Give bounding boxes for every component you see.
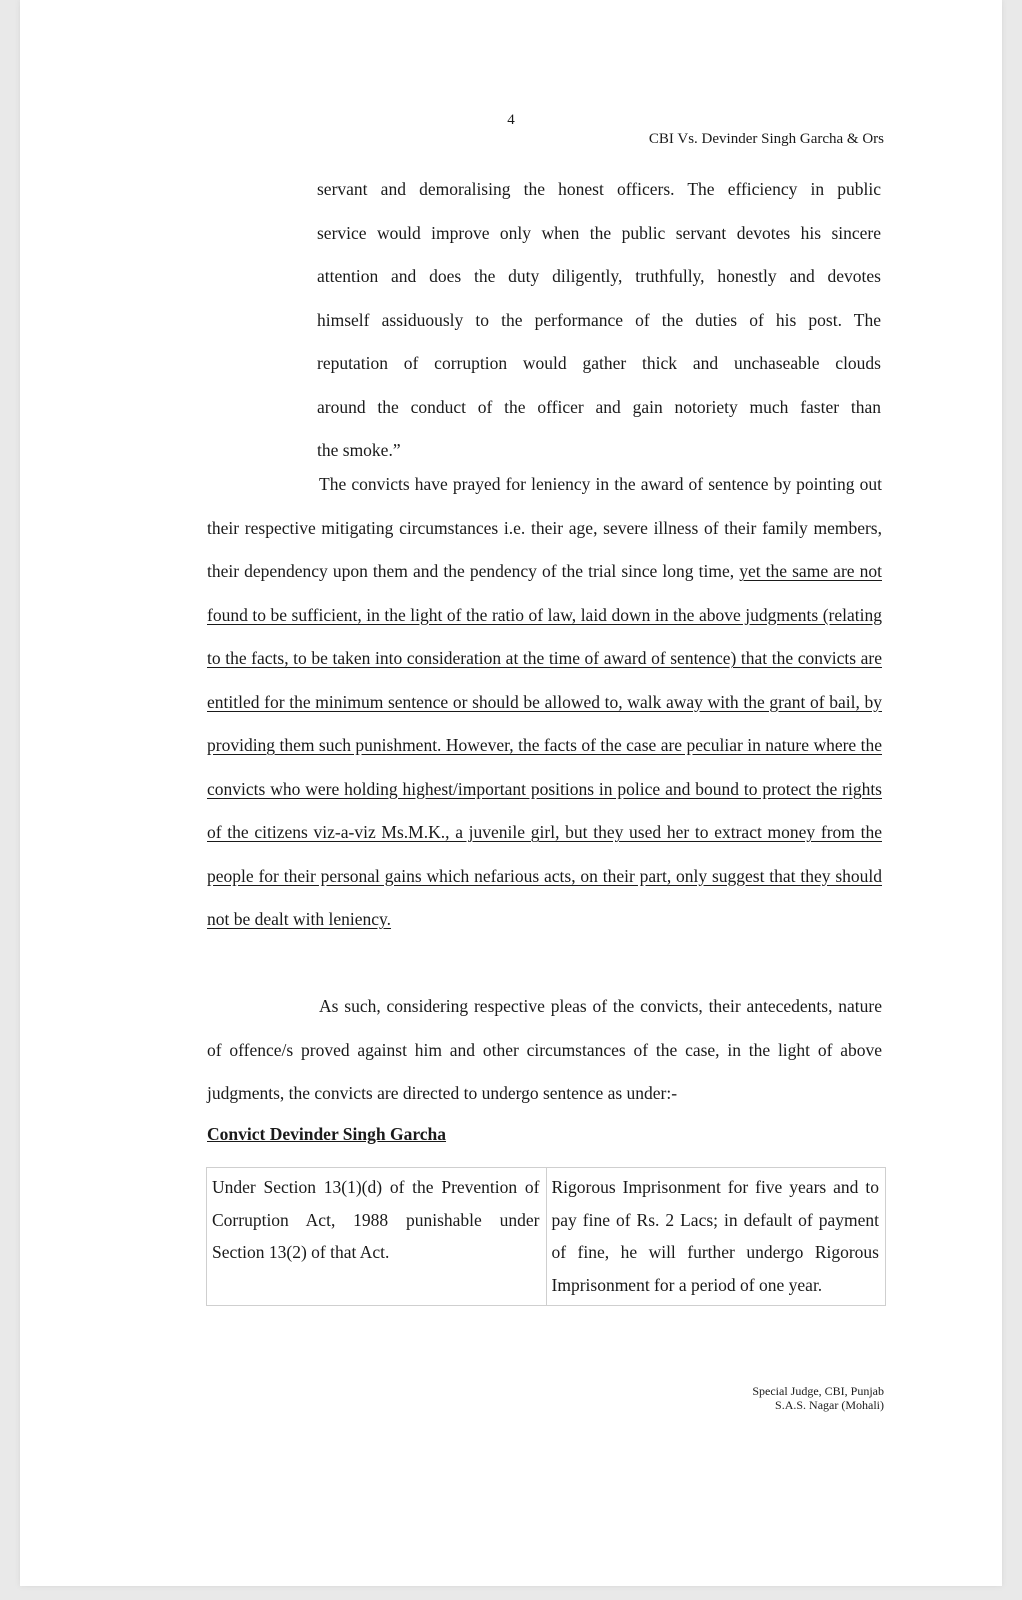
leniency-text: The convicts have prayed for leniency in the award of sentence by pointing out their respective mitigating circumstances i.e. their age, severe illness of their family members, their dependency upon them and the pendency of the trial since long time, [207,474,882,581]
leniency-paragraph [207,463,882,942]
document-page [20,0,1002,1586]
running-header-case-title: CBI Vs. Devinder Singh Garcha & Ors [648,131,884,147]
offence-cell: Under Section 13(1)(d) of the Prevention of Corruption Act, 1988 punishable under Section 13(2) of that Act. [207,1168,547,1306]
table-row [207,1168,886,1306]
sentence-table [206,1167,886,1306]
quote-line: reputation of corruption would gather thick and unchaseable clouds [317,353,881,373]
quote-line: around the conduct of the officer and gain notoriety much faster than [317,396,881,417]
sentence-paragraph-block [207,985,882,1116]
quote-line: servant and demoralising the honest officers. The efficiency in public [317,179,881,199]
quote-line: service would improve only when the public servant devotes his sincere [317,222,881,243]
quoted-passage [317,168,881,473]
sentence-paragraph: As such, considering respective pleas of the convicts, their antecedents, nature of offence/s proved against him and other circumstances of the case, in the light of above judgments, the convicts are directed to undergo sentence as under:- [207,996,882,1103]
underlined-finding: yet the same are not found to be sufficient, in the light of the ratio of law, laid down in the above judgments (relating to the facts, to be taken into consideration at the time of award of sentence) that the convicts are entitled for the minimum sentence or should be allowed to, walk away with the grant of bail, by providing them such punishment. However, the facts of the case are peculiar in nature where the convicts who were holding highest/important positions in police and bound to protect the rights of the citizens viz-a-viz Ms.M.K., a juvenile girl, but they used her to extract money from the people for their personal gains which nefarious acts, on their part, only suggest that they should not be dealt with leniency. [207,561,882,929]
page-number: 4 [507,112,515,128]
quote-line: attention and does the duty diligently, truthfully, honestly and devotes [317,266,881,286]
convict-heading: Convict Devinder Singh Garcha [207,1124,447,1144]
punishment-cell: Rigorous Imprisonment for five years and to pay fine of Rs. 2 Lacs; in default of payment of fine, he will further undergo Rigorous Imprisonment for a period of one year. [546,1168,886,1306]
quote-line: the smoke.” [317,440,401,460]
leniency-paragraph-block [207,463,882,942]
quote-line: himself assiduously to the performance of the duties of his post. The [317,309,881,330]
signature-block [752,1384,884,1412]
signature-location: S.A.S. Nagar (Mohali) [775,1398,884,1412]
signature-title: Special Judge, CBI, Punjab [752,1384,884,1398]
